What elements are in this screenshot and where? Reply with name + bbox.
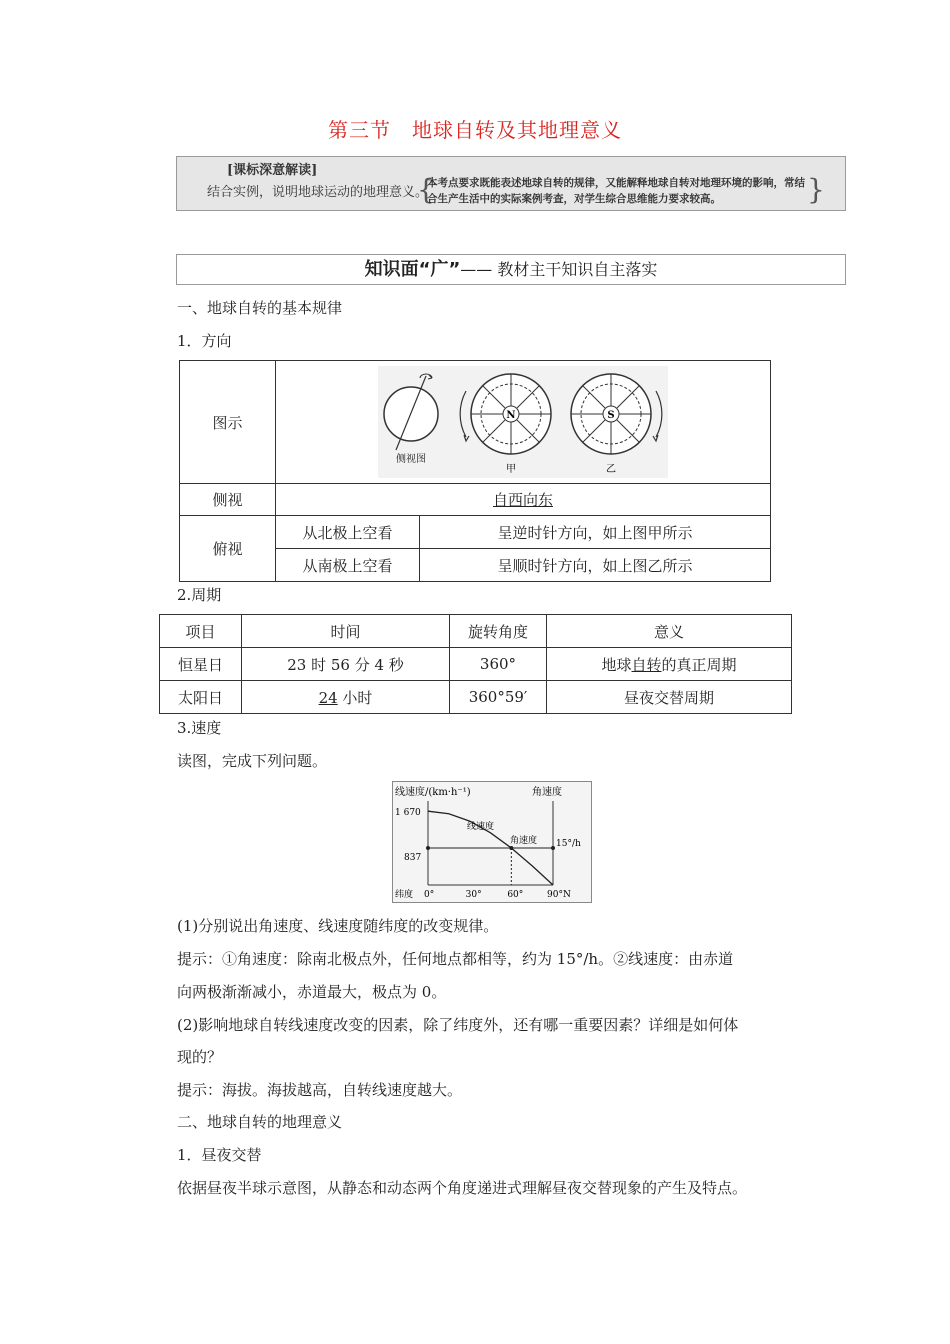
banner-bold: 知识面“广” [364,259,461,280]
subheading-direction: 1．方向 [177,332,232,350]
page-title: 第三节 地球自转及其地理意义 [328,118,622,142]
south-pole-label: S [607,410,615,421]
x-tick-label: 90°N [547,890,571,900]
solar-time: 24 小时 [242,681,450,714]
curriculum-note: 本考点要求既能表述地球自转的规律，又能解释地球自转对地理环境的影响，常结合生产生活中的实际案例考查，对学生综合思维能力要求较高。 [427,177,805,205]
subheading-day-night: 1．昼夜交替 [177,1146,262,1164]
answer-1-line-1: 提示：①角速度：除南北极点外，任何地点都相等，约为 15°/h。②线速度：由赤道 [177,950,734,968]
solar-meaning: 昼夜交替周期 [547,681,792,714]
ylabel-left: 线速度/(km·h⁻¹) [395,787,471,798]
series-label-angular: 角速度 [510,836,538,846]
x-tick-label: 0° [424,890,435,900]
side-label: 侧视 [180,484,276,516]
x-tick-label: 30° [465,890,482,900]
section-banner [176,254,846,285]
x-tick-label: 60° [507,890,524,900]
rotation-diagram [378,366,668,478]
diagram-label: 图示 [180,361,276,484]
answer-1-line-2: 向两极渐渐减小，赤道最大，极点为 0。 [177,983,447,1001]
y-tick-right: 15°/h [556,838,581,849]
x-axis-label: 纬度 [395,890,414,900]
caption-jia: 甲 [506,464,516,475]
north-view-desc: 呈逆时针方向，如上图甲所示 [420,516,771,549]
sidereal-meaning: 地球自转的真正周期 [547,648,792,681]
sidereal-angle: 360° [450,648,547,681]
north-pole-label: N [506,410,516,421]
answer-2: 提示：海拔。海拔越高，自转线速度越大。 [177,1081,463,1099]
right-bracket: } [807,173,825,206]
question-1: (1)分别说出角速度、线速度随纬度的改变规律。 [177,917,499,935]
point-837 [426,846,430,850]
ylabel-right: 角速度 [532,787,562,798]
sidereal-item: 恒星日 [160,648,242,681]
curriculum-label: [课标深意解读] [227,163,318,178]
header-time: 时间 [242,615,450,648]
series-label-linear: 线速度 [467,822,495,832]
period-table [159,614,792,714]
south-view-desc: 呈顺时针方向，如上图乙所示 [420,549,771,582]
header-angle: 旋转角度 [450,615,547,648]
curriculum-box [176,156,846,211]
header-item: 项目 [160,615,242,648]
solar-angle: 360°59′ [450,681,547,714]
curriculum-requirement: 结合实例，说明地球运动的地理意义。 [207,185,429,200]
subheading-period: 2.周期 [177,586,222,604]
speed-chart [392,781,592,903]
solar-item: 太阳日 [160,681,242,714]
y-tick-837: 837 [404,852,422,863]
section-heading-1: 一、地球自转的基本规律 [177,299,343,317]
north-view-label: 从北极上空看 [276,516,420,549]
section-heading-2: 二、地球自转的地理意义 [177,1113,343,1131]
point-15 [551,846,555,850]
subheading-speed: 3.速度 [177,719,222,737]
direction-table [179,360,771,582]
y-tick-1670: 1 670 [395,808,421,819]
side-value: 自西向东 [492,491,553,509]
caption-side: 侧视图 [396,454,426,465]
diagram-cell [276,361,771,484]
sidereal-time: 23 时 56 分 4 秒 [242,648,450,681]
caption-yi: 乙 [606,464,616,475]
read-prompt: 读图，完成下列问题。 [177,752,328,770]
last-line: 依据昼夜半球示意图，从静态和动态两个角度递进式理解昼夜交替现象的产生及特点。 [177,1179,748,1197]
point-60 [509,846,513,850]
top-label: 俯视 [180,516,276,582]
left-bracket: { [417,173,435,206]
banner-rest: —— 教材主干知识自主落实 [460,260,658,279]
question-2-line-1: (2)影响地球自转线速度改变的因素，除了纬度外，还有哪一重要因素？详细是如何体 [177,1016,739,1034]
south-view-label: 从南极上空看 [276,549,420,582]
header-meaning: 意义 [547,615,792,648]
question-2-line-2: 现的？ [177,1048,223,1066]
